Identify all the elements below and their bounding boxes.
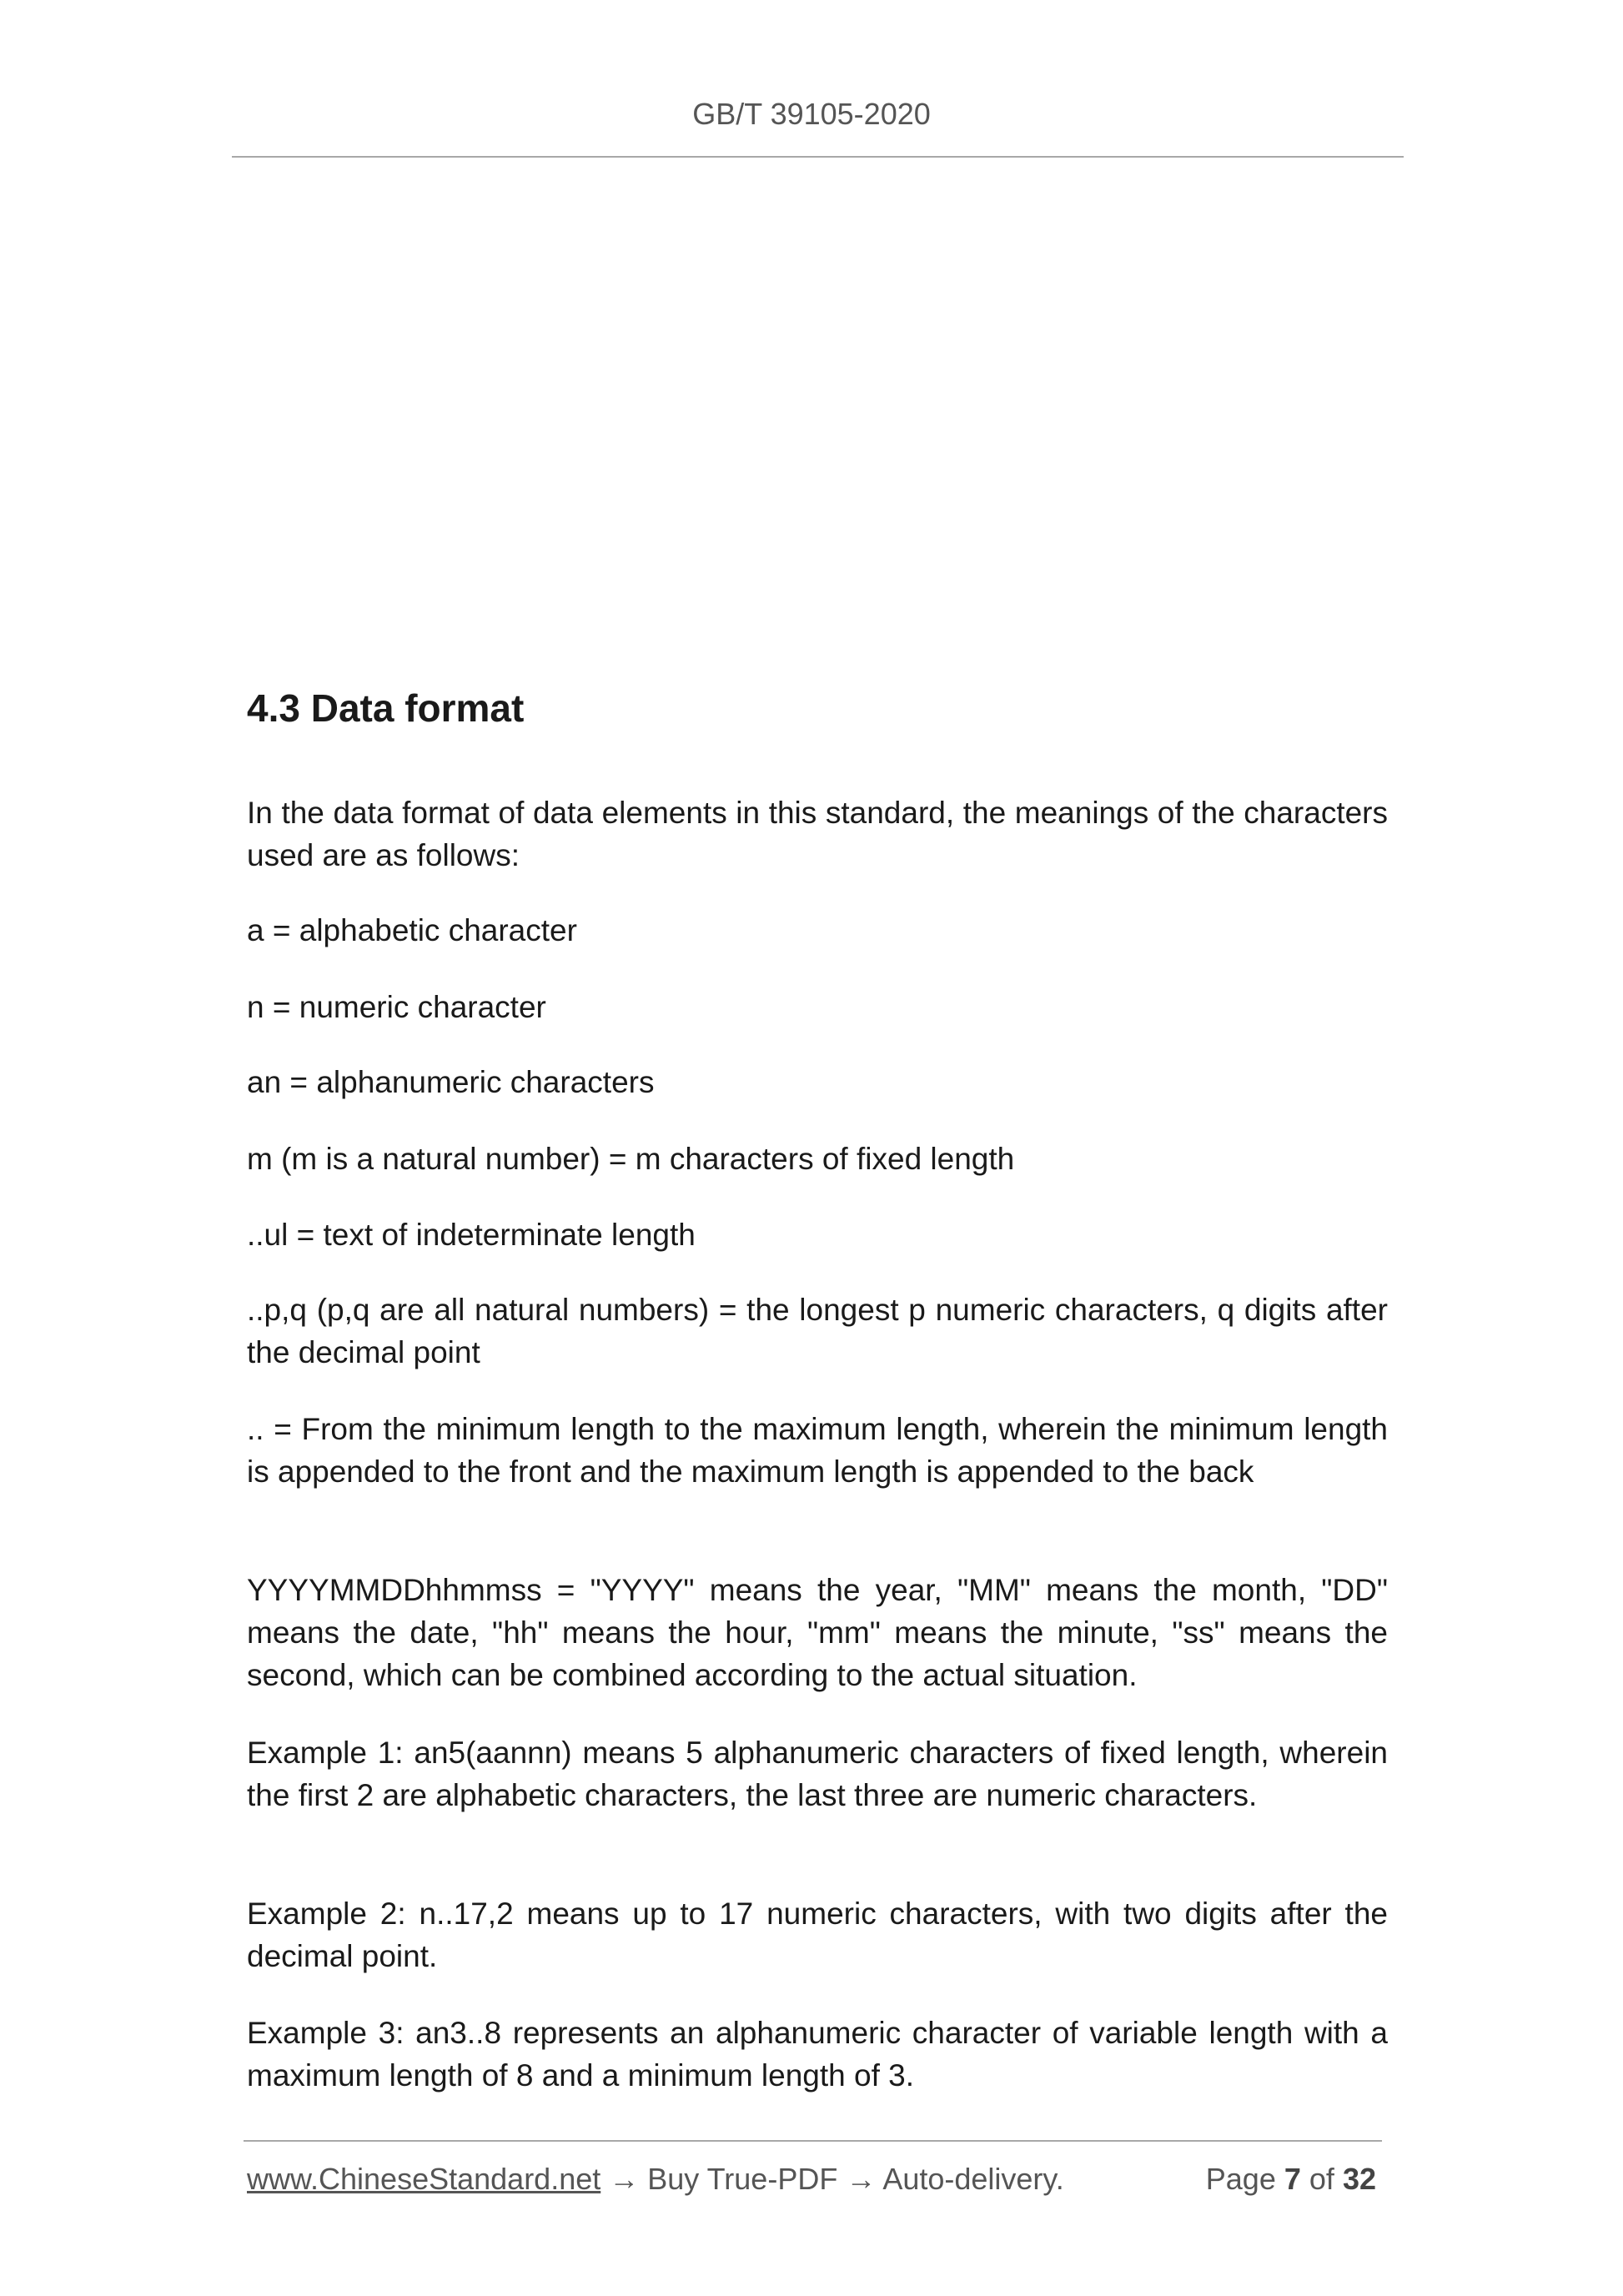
current-page: 7 (1284, 2162, 1301, 2196)
paragraph: Example 1: an5(aannn) means 5 alphanumeric characters of fixed length, wherein the first 2 are alphabetic characters, the last three are numeric characters. (247, 1736, 1388, 1812)
header-divider (232, 156, 1404, 158)
footer-promo-text: → Buy True-PDF → Auto-delivery. (600, 2162, 1064, 2196)
paragraph: .. = From the minimum length to the maximum length, wherein the minimum length is appended to the front and the maximum length is appended to the back (247, 1412, 1388, 1489)
running-header: GB/T 39105-2020 (692, 97, 931, 131)
paragraph: n = numeric character (247, 990, 546, 1024)
paragraph: m (m is a natural number) = m characters of fixed length (247, 1142, 1015, 1176)
paragraph: ..p,q (p,q are all natural numbers) = the longest p numeric characters, q digits after the decimal point (247, 1293, 1388, 1369)
paragraph: Example 2: n..17,2 means up to 17 numeric characters, with two digits after the decimal point. (247, 1897, 1388, 1973)
footer-divider (244, 2140, 1382, 2142)
paragraph: YYYYMMDDhhmmss = "YYYY" means the year, "MM" means the month, "DD" means the date, "hh" means the hour, "mm" means the minute, "ss" means the second, which can be combined according to the actual situation. (247, 1573, 1388, 1692)
page-number: Page 7 of 32 (1205, 2162, 1376, 2196)
total-pages: 32 (1342, 2162, 1376, 2196)
paragraph: ..ul = text of indeterminate length (247, 1218, 696, 1252)
website-link[interactable]: www.ChineseStandard.net (247, 2162, 601, 2196)
paragraph: an = alphanumeric characters (247, 1065, 655, 1099)
paragraph: Example 3: an3..8 represents an alphanumeric character of variable length with a maximum length of 8 and a minimum length of 3. (247, 2016, 1388, 2093)
paragraph: In the data format of data elements in this standard, the meanings of the characters used are as follows: (247, 796, 1388, 872)
footer-promo (247, 2162, 1064, 2197)
section-heading: 4.3 Data format (247, 686, 525, 730)
paragraph: a = alphabetic character (247, 913, 577, 947)
